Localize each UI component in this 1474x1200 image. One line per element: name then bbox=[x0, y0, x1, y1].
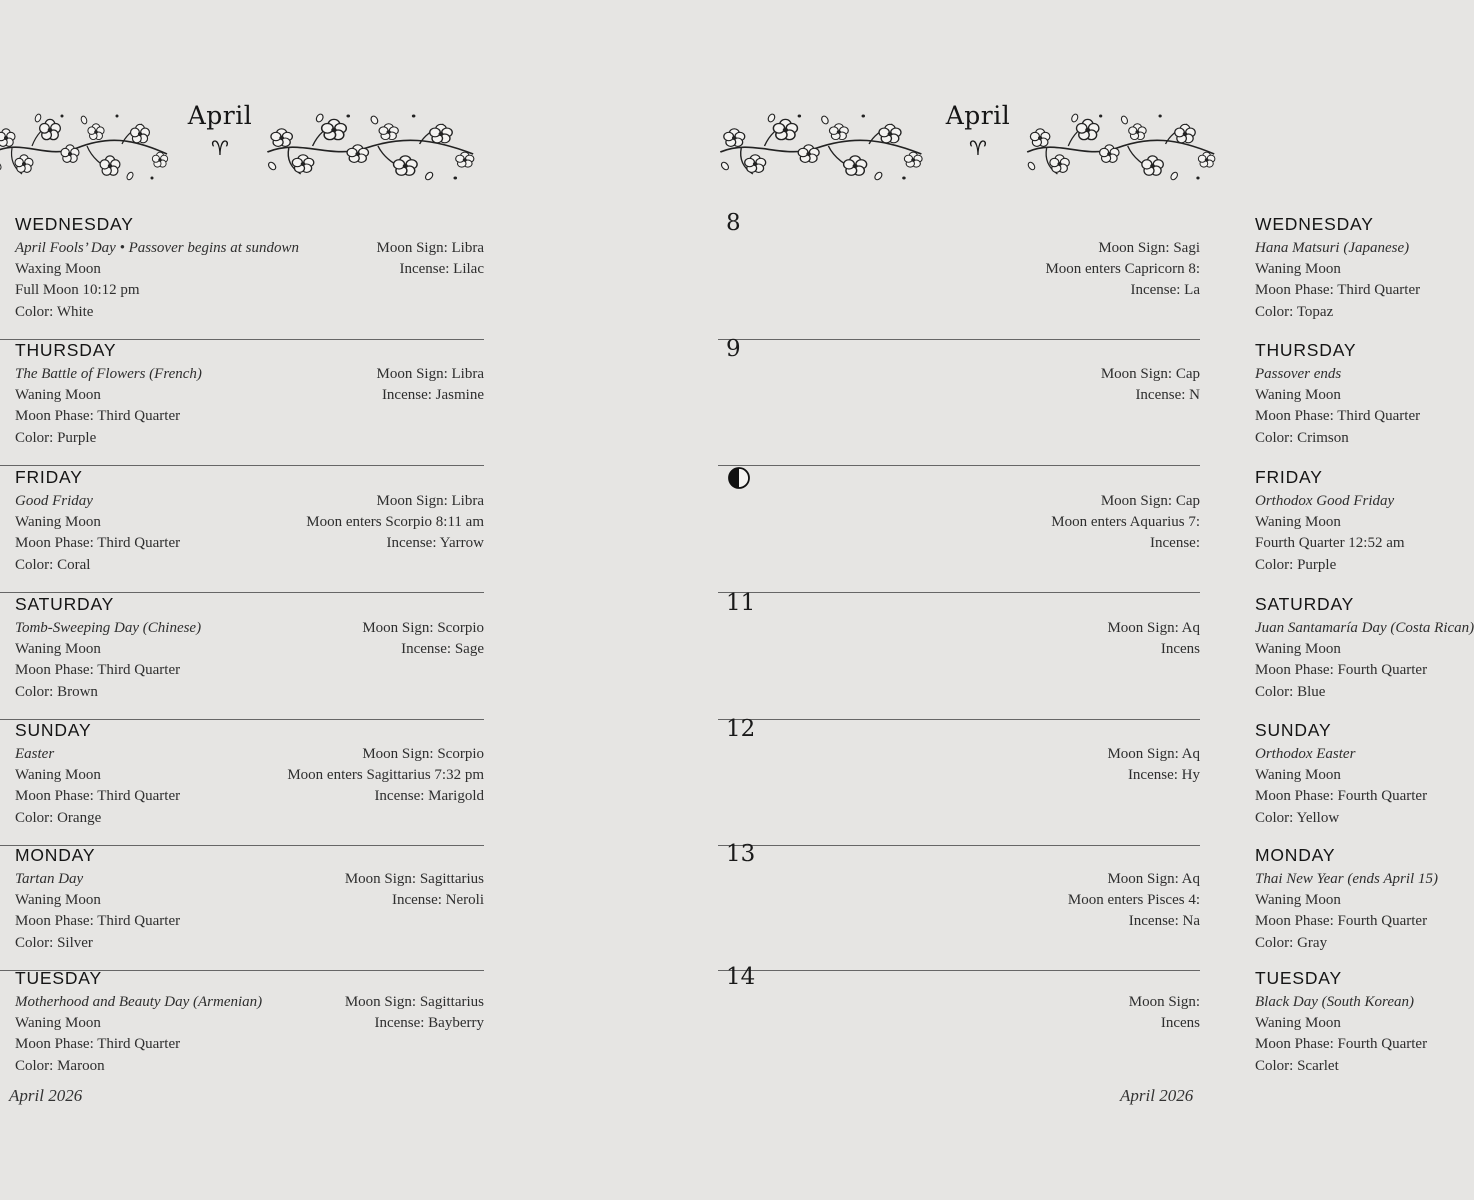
moon-info bbox=[1068, 869, 1200, 933]
holiday-text: Good Friday bbox=[15, 493, 93, 509]
moon-info-line: Moon enters Capricorn 8: bbox=[1045, 261, 1200, 278]
half-moon-icon bbox=[727, 466, 751, 490]
moon-info bbox=[306, 491, 484, 555]
page-footer: April 2026 bbox=[1120, 1086, 1194, 1105]
right-page bbox=[600, 0, 1474, 1200]
weekday-name: MONDAY bbox=[1255, 845, 1336, 865]
detail-line: Moon Phase: Fourth Quarter bbox=[1255, 913, 1428, 930]
detail-line: Color: Maroon bbox=[15, 1057, 105, 1074]
divider bbox=[0, 592, 484, 594]
detail-line: Color: Yellow bbox=[1255, 809, 1340, 826]
moon-info-line: Moon Sign: Aq bbox=[1107, 871, 1200, 887]
detail-line: Moon Phase: Third Quarter bbox=[1255, 408, 1421, 425]
holiday-text: Tartan Day bbox=[15, 871, 84, 887]
holiday-text: Hana Matsuri (Japanese) bbox=[1255, 240, 1410, 256]
moon-info-line: Moon Sign: Libra bbox=[376, 493, 484, 509]
day-number: 12 bbox=[726, 716, 756, 742]
page-footer: April 2026 bbox=[9, 1086, 83, 1105]
day-details bbox=[1255, 992, 1427, 1077]
moon-info-line: Moon Sign: Sagittarius bbox=[344, 994, 484, 1010]
detail-line: Waning Moon bbox=[1255, 892, 1341, 909]
detail-line: Moon Phase: Third Quarter bbox=[15, 535, 181, 552]
moon-info-line: Moon Sign: Scorpio bbox=[362, 746, 484, 762]
detail-line: Moon Phase: Third Quarter bbox=[15, 788, 181, 805]
day-entry bbox=[0, 467, 484, 593]
day-details bbox=[15, 618, 201, 703]
moon-info-line: Moon Sign: Cap bbox=[1100, 366, 1200, 382]
left-page bbox=[0, 0, 600, 1200]
holiday-text: April Fools’ Day • Passover begins at sundown bbox=[15, 240, 299, 256]
day-entry bbox=[0, 845, 484, 971]
day-number: 13 bbox=[726, 841, 756, 867]
moon-info-line: Moon Sign: Sagittarius bbox=[344, 871, 484, 887]
floral-border-left-icon bbox=[0, 108, 177, 188]
moon-info bbox=[1107, 744, 1200, 786]
moon-info bbox=[1129, 992, 1200, 1034]
day-details bbox=[1255, 618, 1474, 703]
day-number: 14 bbox=[726, 964, 756, 990]
detail-line: Waning Moon bbox=[1255, 1015, 1341, 1032]
detail-line: Waning Moon bbox=[15, 514, 101, 531]
day-entry bbox=[0, 968, 484, 1094]
day-details bbox=[15, 364, 202, 449]
detail-line: Moon Phase: Fourth Quarter bbox=[1255, 788, 1428, 805]
moon-info-line: Moon Sign: Cap bbox=[1100, 493, 1200, 509]
month-title: April bbox=[945, 101, 1011, 130]
detail-line: Color: Blue bbox=[1255, 683, 1326, 700]
day-details bbox=[15, 491, 180, 576]
moon-info-line: Moon Sign: Aq bbox=[1107, 620, 1200, 636]
detail-line: Waning Moon bbox=[15, 1015, 101, 1032]
detail-line: Color: Scarlet bbox=[1255, 1057, 1339, 1074]
detail-line: Full Moon 10:12 pm bbox=[15, 282, 140, 299]
holiday-text: Thai New Year (ends April 15) bbox=[1255, 871, 1438, 887]
weekday-name: WEDNESDAY bbox=[1255, 214, 1374, 234]
divider bbox=[718, 465, 1200, 467]
weekday-name: TUESDAY bbox=[1255, 968, 1342, 988]
holiday-text: Orthodox Good Friday bbox=[1255, 493, 1395, 509]
moon-info-line: Incens bbox=[1160, 1015, 1200, 1032]
moon-info-line: Incense: Bayberry bbox=[374, 1015, 484, 1032]
detail-line: Moon Phase: Fourth Quarter bbox=[1255, 1036, 1428, 1053]
detail-line: Color: White bbox=[15, 303, 94, 320]
moon-info-line: Incense: N bbox=[1135, 387, 1200, 404]
day-details bbox=[1255, 364, 1420, 449]
day-entry bbox=[0, 214, 484, 340]
day-entry bbox=[718, 336, 1421, 466]
detail-line: Color: Silver bbox=[15, 934, 93, 951]
moon-info-line: Incense: Hy bbox=[1127, 767, 1200, 784]
moon-info-line: Incense: Neroli bbox=[391, 892, 484, 909]
day-entry bbox=[718, 964, 1428, 1094]
weekday-name: WEDNESDAY bbox=[15, 214, 134, 234]
holiday-text: The Battle of Flowers (French) bbox=[15, 366, 202, 382]
moon-info-line: Incense: Yarrow bbox=[386, 535, 484, 552]
moon-info-line: Moon Sign: Libra bbox=[376, 240, 484, 256]
moon-info-line: Incense: Sage bbox=[401, 641, 484, 658]
holiday-text: Tomb-Sweeping Day (Chinese) bbox=[15, 620, 202, 636]
moon-info bbox=[377, 364, 485, 406]
moon-info bbox=[1045, 238, 1200, 302]
moon-info-line: Incense: Jasmine bbox=[381, 387, 484, 404]
detail-line: Waning Moon bbox=[1255, 387, 1341, 404]
day-details bbox=[15, 992, 262, 1077]
detail-line: Waxing Moon bbox=[15, 261, 101, 278]
day-entry bbox=[718, 716, 1428, 846]
moon-info bbox=[1051, 491, 1200, 555]
day-entry bbox=[718, 467, 1405, 593]
detail-line: Moon Phase: Third Quarter bbox=[15, 662, 181, 679]
moon-info-line: Moon Sign: bbox=[1128, 994, 1200, 1010]
moon-info-line: Incense: Marigold bbox=[374, 788, 484, 805]
detail-line: Waning Moon bbox=[1255, 261, 1341, 278]
detail-line: Moon Phase: Fourth Quarter bbox=[1255, 662, 1428, 679]
moon-info-line: Incens bbox=[1160, 641, 1200, 658]
day-entry bbox=[0, 720, 484, 846]
day-details bbox=[15, 744, 180, 829]
day-details bbox=[1255, 744, 1427, 829]
moon-info-line: Incense: bbox=[1150, 535, 1200, 552]
weekday-name: FRIDAY bbox=[1255, 467, 1323, 487]
divider bbox=[0, 465, 484, 467]
floral-border-left-icon bbox=[718, 108, 933, 188]
aries-icon: ♈︎ bbox=[211, 136, 229, 160]
floral-border-right-icon bbox=[265, 108, 485, 188]
moon-info bbox=[362, 618, 484, 660]
moon-info bbox=[377, 238, 485, 280]
holiday-text: Passover ends bbox=[1255, 366, 1342, 382]
day-entry bbox=[0, 340, 484, 466]
detail-line: Waning Moon bbox=[15, 387, 101, 404]
month-title: April bbox=[187, 101, 253, 130]
day-entry bbox=[718, 210, 1421, 340]
detail-line: Fourth Quarter 12:52 am bbox=[1255, 535, 1405, 552]
detail-line: Color: Brown bbox=[15, 683, 98, 700]
holiday-text: Easter bbox=[15, 746, 55, 762]
weekday-name: TUESDAY bbox=[15, 968, 102, 988]
weekday-name: SUNDAY bbox=[1255, 720, 1332, 740]
detail-line: Color: Topaz bbox=[1255, 303, 1334, 320]
moon-info-line: Moon enters Pisces 4: bbox=[1067, 892, 1200, 909]
moon-info-line: Incense: Lilac bbox=[399, 261, 484, 278]
day-number: 11 bbox=[726, 590, 756, 616]
day-details bbox=[15, 238, 299, 323]
day-number: 9 bbox=[726, 336, 741, 362]
day-entry bbox=[0, 594, 484, 720]
day-details bbox=[1255, 238, 1420, 323]
weekday-name: SATURDAY bbox=[15, 594, 115, 614]
day-entry bbox=[718, 590, 1474, 720]
moon-info-line: Moon Sign: Scorpio bbox=[362, 620, 484, 636]
floral-border-right-icon bbox=[1025, 108, 1225, 188]
day-number: 8 bbox=[726, 210, 741, 236]
weekday-name: FRIDAY bbox=[15, 467, 83, 487]
detail-line: Waning Moon bbox=[15, 767, 101, 784]
detail-line: Waning Moon bbox=[15, 641, 101, 658]
divider bbox=[718, 592, 1200, 594]
moon-info-line: Moon enters Scorpio 8:11 am bbox=[306, 514, 484, 531]
weekday-name: THURSDAY bbox=[1255, 340, 1357, 360]
aries-icon: ♈︎ bbox=[969, 136, 987, 160]
detail-line: Color: Orange bbox=[15, 809, 102, 826]
detail-line: Moon Phase: Third Quarter bbox=[15, 1036, 181, 1053]
detail-line: Moon Phase: Third Quarter bbox=[1255, 282, 1421, 299]
detail-line: Color: Gray bbox=[1255, 934, 1328, 951]
detail-line: Color: Coral bbox=[15, 556, 91, 573]
moon-info-line: Moon Sign: Aq bbox=[1107, 746, 1200, 762]
detail-line: Color: Purple bbox=[1255, 556, 1337, 573]
moon-info-line: Incense: Na bbox=[1128, 913, 1200, 930]
weekday-name: SUNDAY bbox=[15, 720, 92, 740]
moon-info bbox=[287, 744, 484, 808]
holiday-text: Juan Santamaría Day (Costa Rican) bbox=[1255, 620, 1474, 636]
day-details bbox=[15, 869, 180, 954]
detail-line: Waning Moon bbox=[15, 892, 101, 909]
moon-info-line: Incense: La bbox=[1130, 282, 1200, 299]
moon-info bbox=[345, 992, 484, 1034]
detail-line: Color: Purple bbox=[15, 429, 97, 446]
day-details bbox=[1255, 869, 1438, 954]
moon-info-line: Moon Sign: Libra bbox=[376, 366, 484, 382]
moon-info-line: Moon enters Aquarius 7: bbox=[1051, 514, 1200, 531]
moon-info bbox=[1107, 618, 1200, 660]
detail-line: Waning Moon bbox=[1255, 641, 1341, 658]
holiday-text: Black Day (South Korean) bbox=[1255, 994, 1414, 1010]
moon-info bbox=[345, 869, 484, 911]
detail-line: Moon Phase: Third Quarter bbox=[15, 408, 181, 425]
moon-info-line: Moon Sign: Sagi bbox=[1098, 240, 1200, 256]
detail-line: Moon Phase: Third Quarter bbox=[15, 913, 181, 930]
day-details bbox=[1255, 491, 1405, 576]
day-entry bbox=[718, 841, 1438, 971]
weekday-name: MONDAY bbox=[15, 845, 96, 865]
weekday-name: THURSDAY bbox=[15, 340, 117, 360]
holiday-text: Orthodox Easter bbox=[1255, 746, 1356, 762]
moon-info-line: Moon enters Sagittarius 7:32 pm bbox=[287, 767, 484, 784]
detail-line: Waning Moon bbox=[1255, 514, 1341, 531]
detail-line: Waning Moon bbox=[1255, 767, 1341, 784]
detail-line: Color: Crimson bbox=[1255, 429, 1349, 446]
holiday-text: Motherhood and Beauty Day (Armenian) bbox=[15, 994, 263, 1010]
weekday-name: SATURDAY bbox=[1255, 594, 1355, 614]
moon-info bbox=[1101, 364, 1200, 406]
